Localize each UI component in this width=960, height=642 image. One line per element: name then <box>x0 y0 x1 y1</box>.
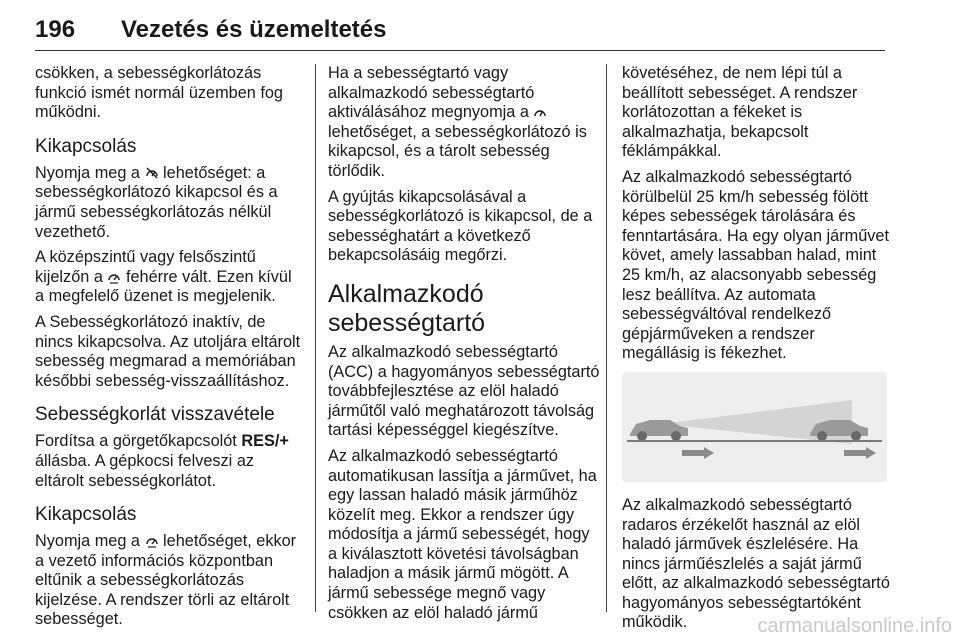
heading-off-1: Kikapcsolás <box>35 135 137 157</box>
paragraph-display: A középszintű vagy felsőszintű kijelzőn a fehérre vált. Ezen kívül a megfelelő üzenet is megjelenik. <box>35 248 292 306</box>
heading-resume: Sebességkorlát visszavétele <box>35 404 275 426</box>
paragraph-off-1: Nyomja meg a lehetőséget: a sebességkorlátozó kikapcsol és a jármű sebességkorlátozás nélkül vezethető. <box>35 163 278 241</box>
paragraph-activate: Ha a sebességtartó vagy alkalmazkodó sebességtartó aktiválásához megnyomja a lehetőséget, a sebességkorlátozó is kikapcsol, és a tárolt sebesség törlődik. <box>328 64 587 180</box>
res-plus-label: RES/+ <box>241 432 289 451</box>
column-divider-1 <box>315 64 316 612</box>
paragraph-off-2: Nyomja meg a lehetőséget, ekkor a vezető információs központban eltűnik a sebességkorlátozás kijelzése. A rendszer törli az eltárolt sebességet. <box>35 532 297 629</box>
column-1 <box>35 64 305 636</box>
speed-arrow-right <box>844 447 876 459</box>
column-2 <box>328 64 603 629</box>
page-header <box>35 8 925 48</box>
page-number: 196 <box>35 16 76 43</box>
header-divider <box>35 50 885 51</box>
acc-illustration <box>622 372 887 482</box>
paragraph-resume: Fordítsa a görgetőkapcsolót RES/+ állásba. A gépkocsi felveszi az eltárolt sebességkorlátot. <box>35 432 289 490</box>
heading-off-2: Kikapcsolás <box>35 504 137 526</box>
watermark: carmanualsonline.info <box>757 615 952 637</box>
speed-limiter-off-icon <box>145 166 159 180</box>
chapter-title: Vezetés és üzemeltetés <box>121 16 387 43</box>
paragraph-acc-2: Az alkalmazkodó sebességtartó automatikusan lassítja a járművet, ha egy lassan haladó másik járműhöz közelít meg. Ekkor a rendszer úgy módosítja a jármű sebességét, hogy a kiválasztott követési távolságban haladjon a másik jármű mögött. A jármű sebessége megnő vagy csökken az elöl haladó jármű <box>328 446 597 622</box>
heading-acc: Alkalmazkodó sebességtartó <box>328 279 486 337</box>
paragraph-speed: Az alkalmazkodó sebességtartó körülbelül 25 km/h sebesség fölött képes sebességek tárolására és fenntartására. Ha egy olyan járművet követ, amely lassabban halad, mint 25 km/h, az alacsonyabb sebesség lesz beállítva. Az automata sebességváltóval rendelkező gépjárműveken a rendszer megállásig is fékezhet. <box>622 167 889 363</box>
speed-limiter-icon <box>145 534 159 548</box>
column-3 <box>622 64 897 639</box>
paragraph-follow: követéséhez, de nem lépi túl a beállított sebességet. A rendszer korlátozottan a fékeket is alkalmazhatja, bekapcsolt féklámpákkal. <box>622 64 858 161</box>
cruise-control-icon <box>533 105 547 119</box>
speed-arrow-left <box>682 447 714 459</box>
paragraph-inactive: A Sebességkorlátozó inaktív, de nincs kikapcsolva. Az utoljára eltárolt sebesség megmarad a memóriában későbbi sebesség-visszaállításhoz. <box>35 312 301 390</box>
intro-paragraph: csökken, a sebességkorlátozás funkció ismét normál üzemben fog működni. <box>35 64 283 122</box>
paragraph-radar: Az alkalmazkodó sebességtartó radaros érzékelőt használ az elöl haladó járművek észlelésére. Ha nincs járműészlelés a saját jármű előtt, az alkalmazkodó sebességtartó hagyományos sebességtartóként működik. <box>622 495 890 632</box>
column-divider-2 <box>606 64 607 612</box>
paragraph-acc-1: Az alkalmazkodó sebességtartó (ACC) a hagyományos sebességtartó továbbfejlesztése az elöl haladó járműtől való meghatározott távolság tartási képességgel kiegészítve. <box>328 342 600 440</box>
acc-illustration-graphic <box>622 372 887 482</box>
paragraph-ignition: A gyújtás kikapcsolásával a sebességkorlátozó is kikapcsol, de a sebességhatárt a következő bekapcsolásáig megőrzi. <box>328 187 593 265</box>
speed-limiter-icon <box>107 270 121 284</box>
